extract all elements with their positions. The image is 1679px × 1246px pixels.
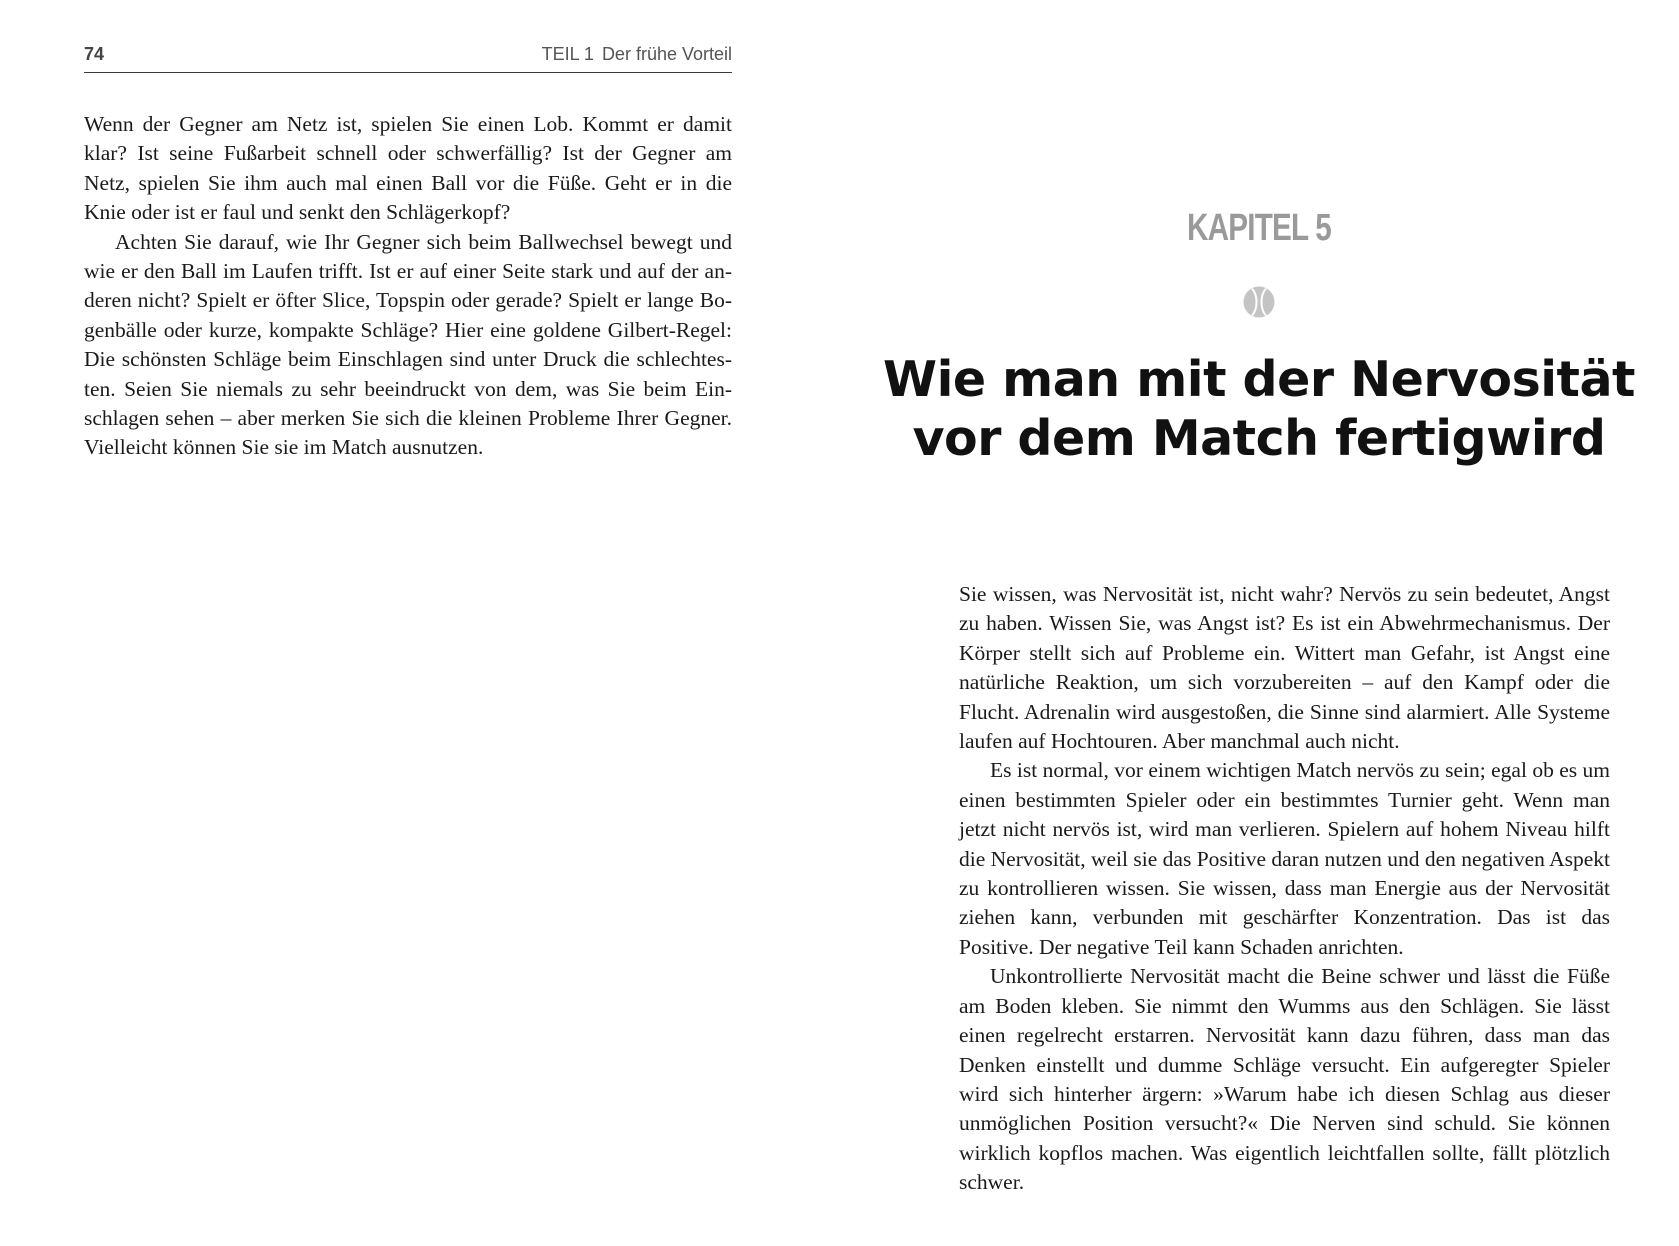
chapter-label: KAPITEL 5: [1187, 207, 1331, 249]
left-page: [0, 0, 839, 1246]
paragraph: Wenn der Gegner am Netz ist, spielen Sie einen Lob. Kommt er damit klar? Ist seine Fußarbeit schnell oder schwerfällig? Ist der Gegner am Netz, spielen Sie ihm auch mal einen Ball vor die Füße. Geht er in die Knie oder ist er faul und senkt den Schlägerkopf?: [84, 112, 732, 225]
paragraph: Achten Sie darauf, wie Ihr Gegner sich beim Ballwechsel bewegt und wie er den Ball im Laufen trifft. Ist er auf einer Seite stark und auf der anderen nicht? Spielt er öfter Slice, Topspin oder gerade? Spielt er lange Bogenbälle oder kurze, kompakte Schläge? Hier eine goldene Gilbert-Regel: Die schönsten Schläge beim Einschlagen sind unter Druck die schlechtesten. Seien Sie niemals zu sehr beeindruckt von dem, was Sie beim Einschlagen sehen – aber merken Sie sich die kleinen Probleme Ihrer Gegner. Vielleicht können Sie sie im Match ausnutzen.: [84, 229, 732, 460]
tennis-ball-icon: [1243, 286, 1275, 318]
right-page: [839, 0, 1679, 1246]
part-label: TEIL 1: [541, 44, 594, 64]
part-title: Der frühe Vorteil: [601, 44, 732, 64]
running-title: [542, 44, 732, 65]
page-number: 74: [84, 44, 105, 64]
paragraph: Unkontrollierte Nervosität macht die Beine schwer und lässt die Füße am Boden kleben. Sie nimmt den Wumms aus den Schlägen. Sie lässt einen regelrecht erstarren. Nervosität kann dazu führen, dass man das Denken einstellt und dumme Schläge versucht. Ein aufgeregter Spieler wird sich hinterher ärgern: »Warum habe ich diesen Schlag aus dieser unmöglichen Position versucht?« Die Nerven sind schuld. Sie können wirklich kopflos machen. Was eigentlich leichtfallen sollte, fällt plötzlich schwer.: [959, 964, 1610, 1195]
chapter-title-line: Wie man mit der Nervosität: [883, 351, 1635, 408]
running-head: [84, 40, 732, 73]
chapter-title: [839, 350, 1679, 468]
paragraph: Sie wissen, was Nervosität ist, nicht wahr? Nervös zu sein bedeutet, Angst zu haben. Wissen Sie, was Angst ist? Es ist ein Abwehrmechanismus. Der Körper stellt sich auf Probleme ein. Wittert man Gefahr, ist Angst eine natürliche Reaktion, um sich vorzubereiten – auf den Kampf oder die Flucht. Adrenalin wird ausgestoßen, die Sinne sind alarmiert. Alle Systeme laufen auf Hochtouren. Aber manchmal auch nicht.: [959, 582, 1610, 754]
right-body-text: [959, 580, 1610, 1198]
left-body-text: [84, 110, 732, 463]
chapter-title-line: vor dem Match fertigwird: [912, 410, 1606, 467]
paragraph: Es ist normal, vor einem wichtigen Match nervös zu sein; egal ob es um einen bestimmten Spieler oder ein bestimmtes Turnier geht. Wenn man jetzt nicht nervös ist, wird man verlieren. Spielern auf hohem Niveau hilft die Nervosität, weil sie das Positive daran nutzen und den negativen Aspekt zu kontrollieren wissen. Sie wissen, dass man Energie aus der Nervosität ziehen kann, verbunden mit geschärfter Konzentration. Das ist das Positive. Der negative Teil kann Schaden anrichten.: [959, 758, 1610, 959]
